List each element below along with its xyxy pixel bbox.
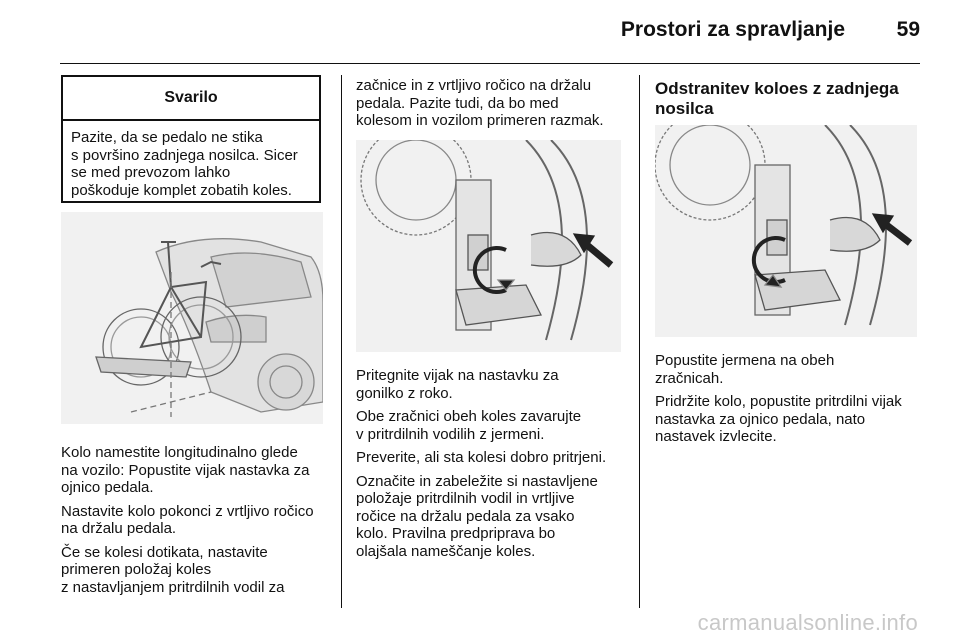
column-divider-2 — [639, 75, 640, 608]
column2-paragraph: Preverite, ali sta kolesi dobro pritrjeni. — [356, 449, 607, 466]
warning-text: Pazite, da se pedalo ne stika s površino zadnjega nosilca. Sicer se med prevozom lahko poškoduje komplet zobatih koles. — [71, 129, 298, 199]
column1-paragraph: Kolo namestite longitudinalno glede na vozilo: Popustite vijak nastavka za ojnico pedala. — [61, 444, 310, 496]
warning-title: Svarilo — [63, 77, 319, 121]
pedal-mount-loosen-illustration — [655, 125, 917, 337]
column3-text — [655, 352, 930, 452]
warning-box — [61, 75, 321, 203]
column3-paragraph: Popustite jermena na obeh zračnicah. — [655, 352, 835, 387]
page-title: Prostori za spravljanje — [620, 18, 845, 41]
pedal-mount-drawing — [356, 140, 621, 352]
column1-text — [61, 444, 331, 602]
column2-text — [356, 367, 631, 566]
section-heading: Odstranitev koloes z zadnjega nosilca — [655, 79, 899, 118]
pedal-mount-tighten-illustration — [356, 140, 621, 352]
column-divider-1 — [341, 75, 342, 608]
column2-intro — [356, 77, 631, 136]
column1-paragraph: Če se kolesi dotikata, nastavite primeren položaj koles z nastavljanjem pritrdilnih vodil za — [61, 543, 285, 596]
column2-paragraph: začnice in z vrtljivo ročico na držalu pedala. Pazite tudi, da bo med kolesom in vozilom primeren razmak. — [356, 77, 604, 129]
column1-paragraph: Nastavite kolo pokonci z vrtljivo ročico na držalu pedala. — [61, 502, 314, 537]
page-number: 59 — [896, 18, 920, 41]
header-divider — [60, 63, 920, 64]
bike-carrier-illustration — [61, 212, 323, 424]
column2-paragraph: Obe zračnici obeh koles zavarujte v pritrdilnih vodilih z jermeni. — [356, 408, 582, 443]
column2-paragraph: Pritegnite vijak na nastavku za gonilko z roko. — [356, 367, 559, 402]
column3-paragraph: Pridržite kolo, popustite pritrdilni vijak nastavka za ojnico pedala, nato nastavek izvlecite. — [655, 393, 902, 445]
pedal-mount-loosen-drawing — [655, 125, 917, 337]
bike-carrier-drawing — [61, 212, 323, 424]
watermark: carmanualsonline.info — [697, 610, 918, 635]
column2-paragraph: Označite in zabeležite si nastavljene položaje pritrdilnih vodil in vrtljive ročice na držalu pedala za vsako kolo. Pravilna predpriprava bo olajšala nameščanje koles. — [356, 472, 598, 560]
